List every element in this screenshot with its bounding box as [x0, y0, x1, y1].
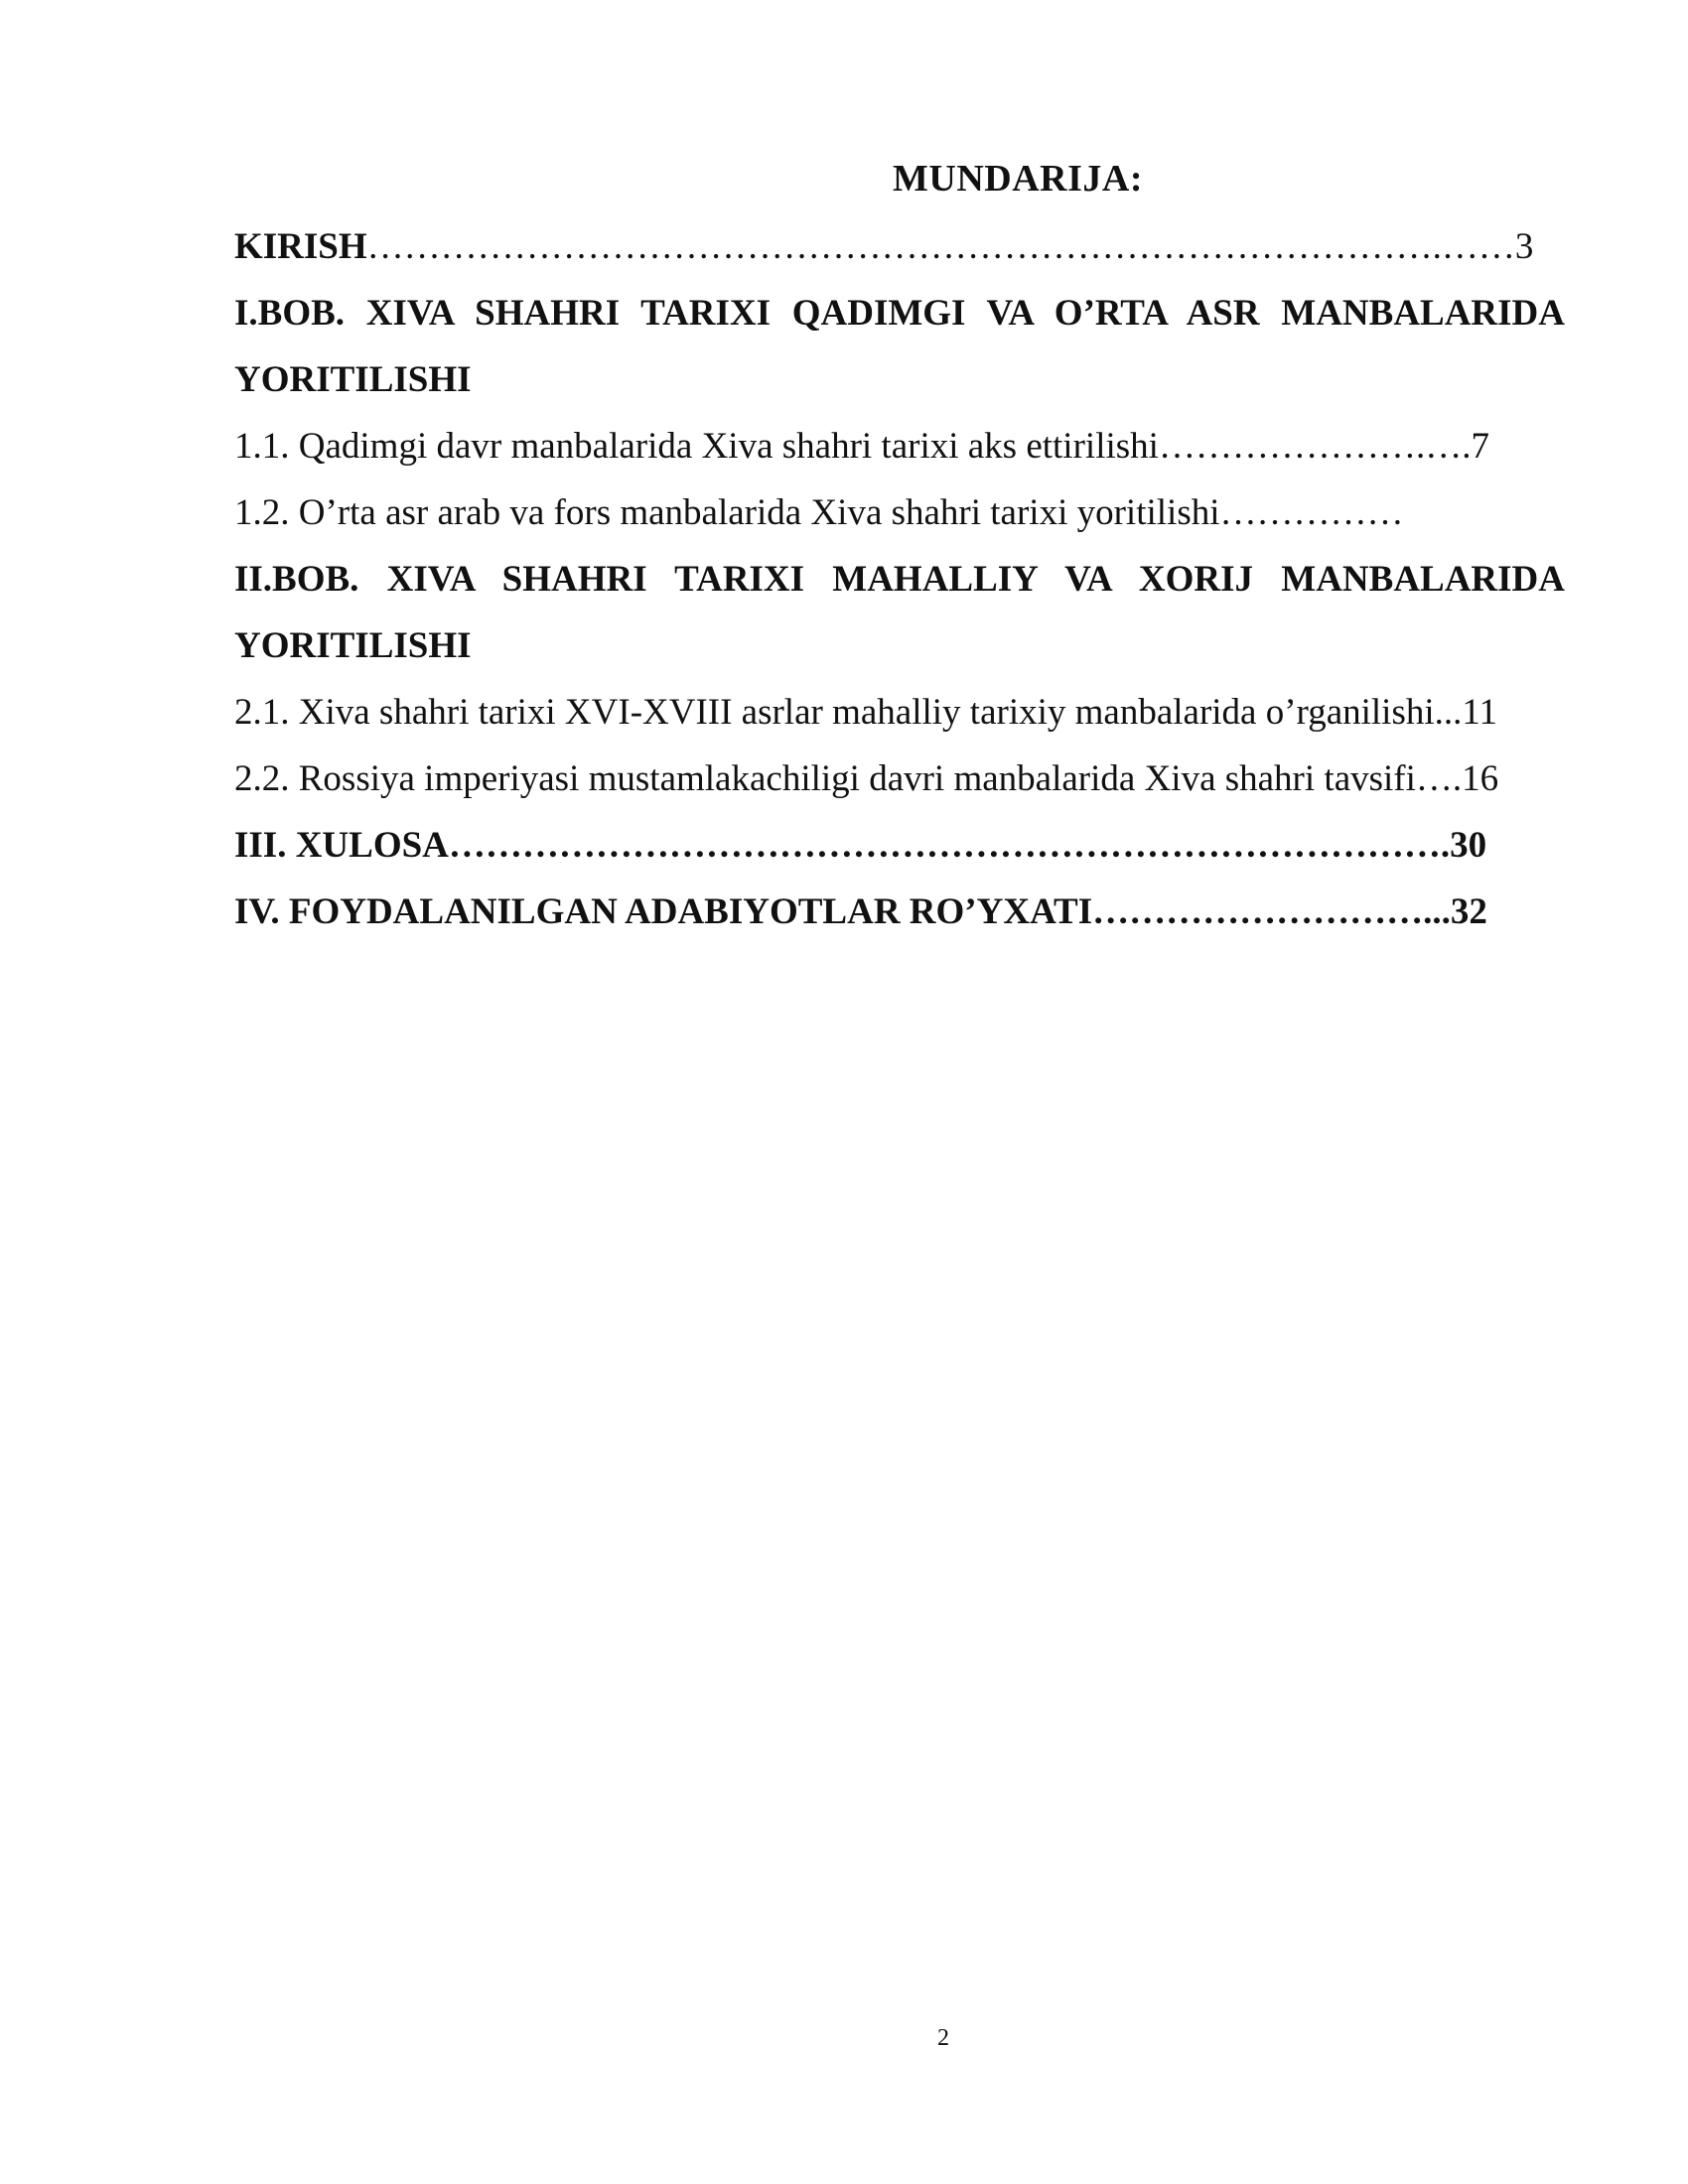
toc-entry-text: 1.2. O’rta asr arab va fors manbalarida Xiva shahri tarixi yoritilishi — [234, 492, 1220, 533]
toc-entry-text: III. XULOSA — [234, 825, 449, 866]
toc-entry-text: 1.1. Qadimgi davr manbalarida Xiva shahri tarixi aks ettirilishi — [234, 426, 1159, 467]
toc-leader-dots: …………… — [1219, 492, 1404, 533]
toc-entry-text: YORITILISHI — [234, 625, 472, 666]
toc-entry-adabiyotlar — [234, 879, 1565, 945]
table-of-contents — [234, 213, 1565, 945]
toc-entry-text: I.BOB. XIVA SHAHRI TARIXI QADIMGI VA O’RTA ASR MANBALARIDA — [234, 293, 1565, 334]
toc-leader-dots: ………………………... — [1092, 891, 1451, 932]
toc-page-number: 11 — [1462, 692, 1498, 733]
toc-entry-chapter-2-cont — [234, 613, 1565, 679]
toc-page-number: 30 — [1450, 825, 1487, 866]
toc-entry-kirish — [234, 213, 1565, 280]
toc-entry-text: II.BOB. XIVA SHAHRI TARIXI MAHALLIY VA XORIJ MANBALARIDA — [234, 559, 1565, 600]
toc-entry-2-2 — [234, 746, 1565, 812]
toc-leader-dots: …………………………………………………………………………….…… — [366, 226, 1515, 267]
toc-entry-1-2 — [234, 479, 1565, 546]
toc-leader-dots: ………………………………………………………………………. — [448, 825, 1451, 866]
toc-leader-dots: ... — [1434, 692, 1463, 733]
toc-leader-dots: …. — [1415, 758, 1463, 799]
toc-entry-2-1 — [234, 679, 1565, 746]
page-number: 2 — [937, 2025, 949, 2051]
toc-entry-1-1 — [234, 413, 1565, 479]
toc-title: MUNDARIJA: — [893, 158, 1143, 200]
toc-entry-chapter-1 — [234, 280, 1565, 346]
toc-page-number: 32 — [1450, 891, 1487, 932]
toc-page-number: 16 — [1462, 758, 1499, 799]
toc-entry-text: IV. FOYDALANILGAN ADABIYOTLAR RO’YXATI — [234, 891, 1093, 932]
toc-entry-text: KIRISH — [234, 226, 367, 267]
toc-entry-text: 2.1. Xiva shahri tarixi XVI-XVIII asrlar mahalliy tarixiy manbalarida o’rganilishi — [234, 692, 1435, 733]
toc-entry-xulosa — [234, 812, 1565, 879]
toc-leader-dots: ………………….…. — [1158, 426, 1472, 467]
toc-page-number: 7 — [1471, 426, 1489, 467]
toc-entry-text: 2.2. Rossiya imperiyasi mustamlakachiligi davri manbalarida Xiva shahri tavsifi — [234, 758, 1416, 799]
toc-entry-chapter-1-cont — [234, 346, 1565, 413]
toc-entry-chapter-2 — [234, 546, 1565, 613]
toc-entry-text: YORITILISHI — [234, 359, 472, 400]
toc-page-number: 3 — [1514, 226, 1534, 267]
